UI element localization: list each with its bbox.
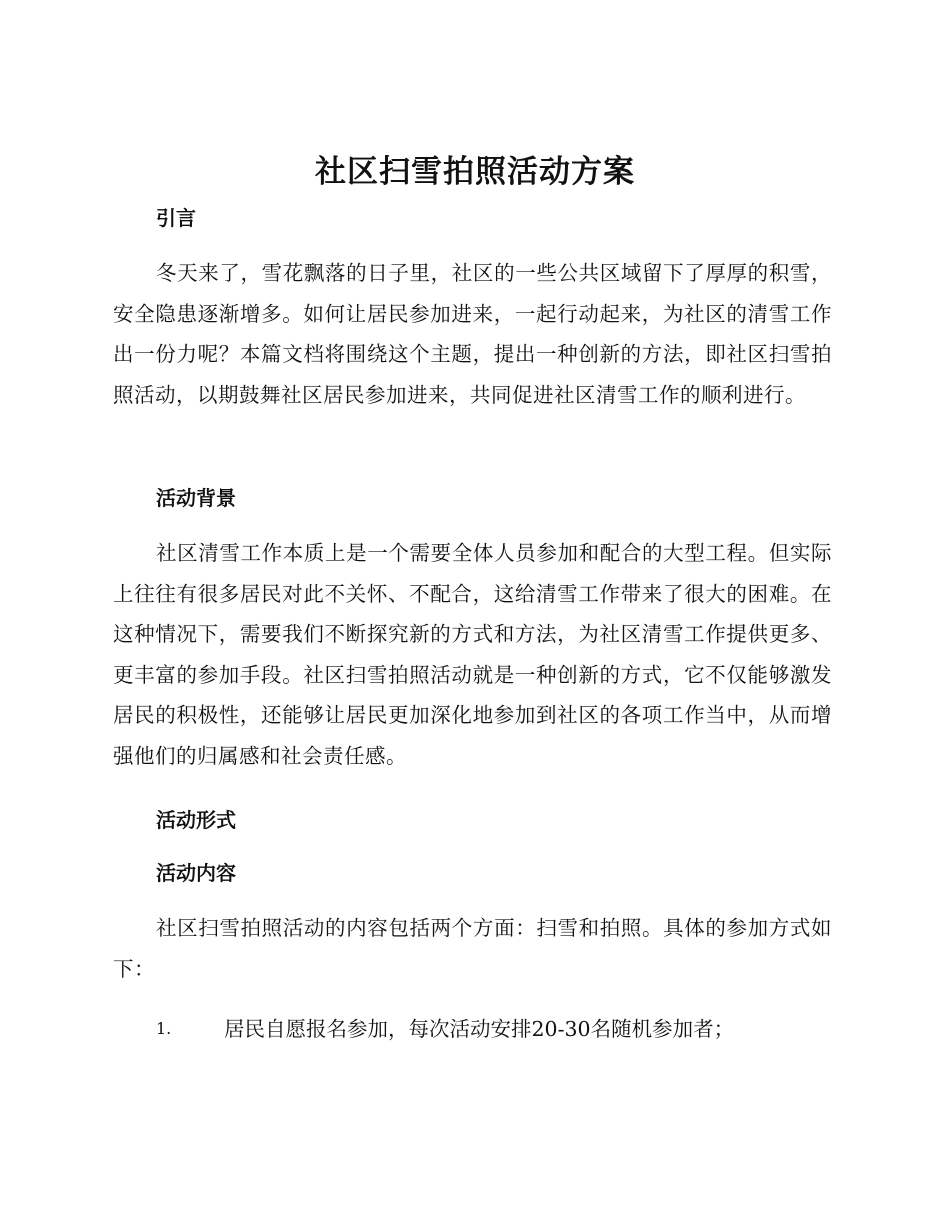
section-heading-content: 活动内容 [156,861,236,885]
list-item-number: 1. [156,1019,172,1038]
section-paragraph-background: 社区清雪工作本质上是一个需要全体人员参加和配合的大型工程。但实际上往往有很多居民对此不关怀、不配合，这给清雪工作带来了很大的困难。在这种情况下，需要我们不断探究新的方式和方法，为社区清雪工作提供更多、更丰富的参加手段。社区扫雪拍照活动就是一种创新的方式，它不仅能够激发居民的积极性，还能够让居民更加深化地参加到社区的各项工作当中，从而增强他们的归属感和社会责任感。 [113,541,832,768]
list-item-text: 居民自愿报名参加，每次活动安排20-30名随机参加者； [224,1017,735,1041]
section-heading-intro: 引言 [156,206,196,230]
section-heading-format: 活动形式 [156,808,236,832]
document-title: 社区扫雪拍照活动方案 [315,154,635,190]
section-paragraph-intro: 冬天来了，雪花飘落的日子里，社区的一些公共区域留下了厚厚的积雪，安全隐患逐渐增多。如何让居民参加进来，一起行动起来，为社区的清雪工作出一份力呢？本篇文档将围绕这个主题，提出一种创新的方法，即社区扫雪拍照活动，以期鼓舞社区居民参加进来，共同促进社区清雪工作的顺利进行。 [113,261,832,407]
section-heading-background: 活动背景 [156,486,236,510]
section-paragraph-content: 社区扫雪拍照活动的内容包括两个方面：扫雪和拍照。具体的参加方式如下： [113,916,832,981]
list-item [156,1009,734,1049]
